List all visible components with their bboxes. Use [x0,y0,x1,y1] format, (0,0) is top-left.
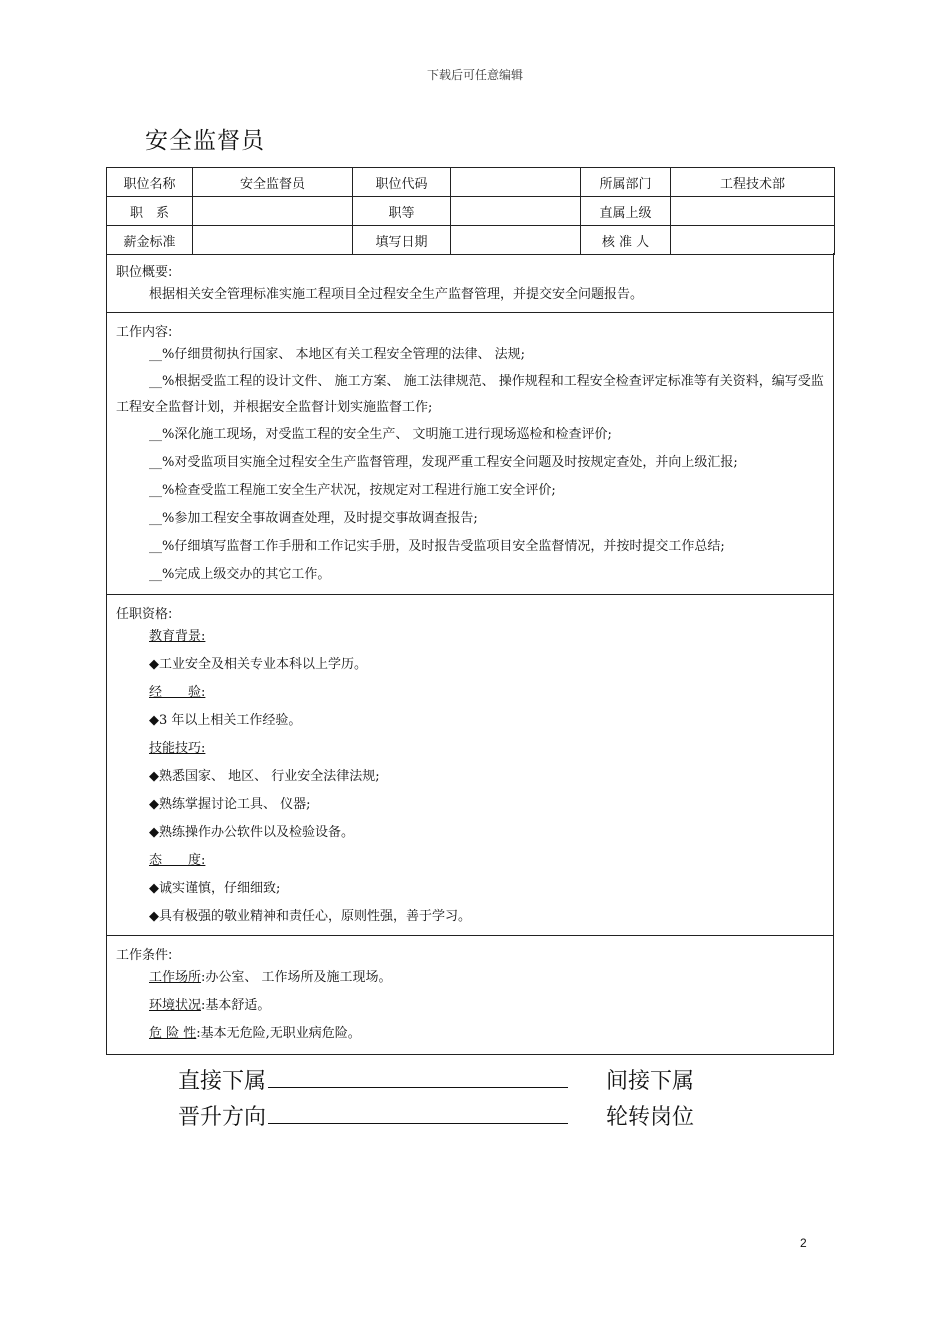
duties-heading: 工作内容: [116,325,173,340]
experience-label: 经 验: [149,685,206,700]
supervisor-label: 直属上级 [581,197,671,226]
job-family-label: 职 系 [107,197,193,226]
list-item: __%根据受监工程的设计文件、 施工方案、 施工法律规范、 操作规程和工程安全检查评定标准等有关资料，编写受监工程安全监督计划，并根据安全监督计划实施监督工作; [116,374,824,415]
direct-subordinate-blank [268,1065,568,1088]
skills-label: 技能技巧: [149,741,206,756]
department-value: 工程技术部 [671,168,835,197]
duties-section [106,313,834,595]
promotion-row [178,1100,568,1131]
job-name-value: 安全监督员 [193,168,353,197]
workplace-line [107,964,833,992]
table-row [107,226,835,255]
promotion-label: 晋升方向 [178,1105,267,1130]
overview-section [106,253,834,313]
job-code-label: 职位代码 [353,168,451,197]
salary-value [193,226,353,255]
table-row [107,168,835,197]
qualifications-heading: 任职资格: [116,607,173,622]
job-family-value [193,197,353,226]
list-item: __%深化施工现场，对受监工程的安全生产、 文明施工进行现场巡检和检查评价; [149,427,612,442]
salary-label: 薪金标准 [107,226,193,255]
fill-date-label: 填写日期 [353,226,451,255]
page-number: 2 [800,1236,807,1250]
qualifications-section [106,595,834,936]
approver-label: 核 准 人 [581,226,671,255]
list-item: __%检查受监工程施工安全生产状况，按规定对工程进行施工安全评价; [149,483,556,498]
risk-value: :基本无危险,无职业病危险。 [196,1026,361,1041]
job-name-label: 职位名称 [107,168,193,197]
direct-subordinate-row [178,1064,568,1095]
page-title: 安全监督员 [145,128,265,154]
attitude-label: 态 度: [149,853,206,868]
list-item: ◆3 年以上相关工作经验。 [149,713,302,728]
environment-line [107,992,833,1020]
list-item: ◆熟悉国家、 地区、 行业安全法律法规; [149,769,380,784]
job-grade-value [451,197,581,226]
list-item: __%完成上级交办的其它工作。 [149,567,331,582]
list-item: __%仔细填写监督工作手册和工作记实手册，及时报告受监项目安全监督情况，并按时提交工作总结; [149,539,725,554]
education-label: 教育背景: [149,629,206,644]
risk-label: 危 险 性 [149,1026,197,1041]
list-item: ◆熟练掌握讨论工具、 仪器; [149,797,311,812]
workplace-value: :办公室、 工作场所及施工现场。 [201,970,392,985]
environment-label: 环境状况 [149,998,202,1013]
conditions-section [106,936,834,1055]
list-item: __%仔细贯彻执行国家、 本地区有关工程安全管理的法律、 法规; [149,347,525,362]
header-note: 下载后可任意编辑 [426,68,523,82]
indirect-subordinate-label: 间接下属 [606,1069,695,1094]
list-item: ◆具有极强的敬业精神和责任心，原则性强，善于学习。 [149,909,471,924]
list-item: ◆熟练操作办公软件以及检验设备。 [149,825,354,840]
list-item: __%对受监项目实施全过程安全生产监督管理，发现严重工程安全问题及时按规定查处，并向上级汇报; [149,455,738,470]
risk-line [107,1020,833,1048]
table-row [107,197,835,226]
department-label: 所属部门 [581,168,671,197]
job-grade-label: 职等 [353,197,451,226]
promotion-blank [268,1101,568,1124]
list-item: ◆工业安全及相关专业本科以上学历。 [149,657,367,672]
conditions-heading: 工作条件: [116,948,173,963]
rotation-label: 轮转岗位 [606,1105,695,1130]
supervisor-value [671,197,835,226]
list-item: __%参加工程安全事故调查处理，及时提交事故调查报告; [149,511,478,526]
environment-value: :基本舒适。 [201,998,271,1013]
job-info-table [106,167,835,255]
direct-subordinate-label: 直接下属 [178,1069,267,1094]
workplace-label: 工作场所 [149,970,202,985]
fill-date-value [451,226,581,255]
overview-heading: 职位概要: [116,265,173,280]
list-item: ◆诚实谨慎，仔细细致; [149,881,281,896]
overview-text: 根据相关安全管理标准实施工程项目全过程安全生产监督管理，并提交安全问题报告。 [149,287,644,302]
job-code-value [451,168,581,197]
approver-value [671,226,835,255]
